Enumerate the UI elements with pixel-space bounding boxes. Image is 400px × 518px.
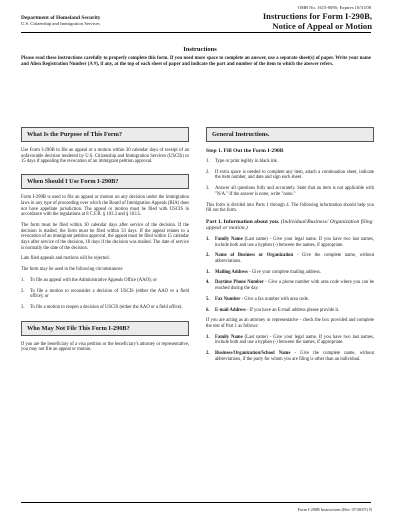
list-item xyxy=(206,170,374,181)
list-item xyxy=(21,305,189,311)
item-text: (Last name) - Give your legal name. If you have two last names, include both and use a hyphen (-) between the names, if appropriate. xyxy=(215,236,374,248)
instructions-heading: Instructions xyxy=(183,46,217,53)
header-rule xyxy=(21,32,371,33)
form-title xyxy=(263,12,372,31)
item-text: - Give a phone number with area code where you can be reached during the day. xyxy=(215,280,374,292)
list-number: 4. xyxy=(206,280,210,286)
item-text: - Give the complete name, without abbreviations, if the party for whom you are filing is other than an individual. xyxy=(215,351,374,362)
purpose-text: Use Form I-290B to file an appeal or a motion within 30 calendar days of receipt of an unfavorable decision rendered by U.S. Citizenship and Immigration Services (USCIS) or 15 days if appealing the revocation of an immigrant petition approval. xyxy=(21,148,189,165)
list-number: 5. xyxy=(206,296,210,302)
when-paragraph-1: Form I-290B is used to file an appeal or motion on any decision under the immigration laws in any type of proceeding over which the Board of Immigration Appeals (BIA) does not have appellate jurisdiction. The appeal or motion must be filed with USCIS in accordance with the regulations at 8 C.F.R. § 103.3 and § 103.5. xyxy=(21,195,189,218)
list-item xyxy=(206,186,374,197)
list-number: 2. xyxy=(206,169,210,175)
list-number: 6. xyxy=(206,307,210,313)
omb-number: OMB No. 1615-0095; Expires 10/31/08 xyxy=(297,5,371,10)
intro-paragraph: Please read these instructions carefully to properly complete this form. If you need more space to complete an answer, use a separate sheet(s) of paper. Write your name and Alien Registration Number (A #), if any, at the top of each sheet of paper and indicate the part and number of the item to which the answer refers. xyxy=(21,56,371,67)
list-number: 1. xyxy=(206,159,210,164)
item-label: Daytime Phone Number xyxy=(215,280,264,286)
list-number: 2. xyxy=(206,253,210,259)
list-number: 2. xyxy=(21,288,25,294)
list-text: Type or print legibly in black ink. xyxy=(215,159,279,164)
part1-subtitle: (Individual/Business/ Organization filing appeal or motion.) xyxy=(206,218,373,232)
step1-heading: Step 1. Fill Out the Form I-290B xyxy=(206,148,284,154)
list-number: 1. xyxy=(206,334,210,340)
part1-label: Part 1. Information about you. xyxy=(206,218,280,225)
list-text: To file a motion to reconsider a decision of USCIS (either the AAO or a field office); or xyxy=(30,288,189,300)
attorney-text: If you are acting as an attorney or representative - check the box provided and complete the rest of Part 1 as follows: xyxy=(206,318,374,329)
when-heading: When Should I Use Form I-290B? xyxy=(21,174,189,189)
list-item xyxy=(206,159,374,165)
who-text: If you are the beneficiary of a visa petition or the beneficiary's attorney or representative, you may not file an appeal or motion. xyxy=(21,341,189,353)
parts-text: This form is divided into Parts 1 through 4. The following information should help you fill out the form. xyxy=(206,202,374,214)
item-label: Family Name xyxy=(215,236,243,242)
list-number: 2. xyxy=(206,351,210,357)
department-name: Department of Homeland Security xyxy=(21,15,101,21)
agency-block xyxy=(21,15,101,27)
item-label: Mailing Address xyxy=(215,269,248,275)
item-label: Family Name xyxy=(215,334,243,340)
form-title-line2: Notice of Appeal or Motion xyxy=(272,20,372,31)
part1-heading xyxy=(206,219,374,232)
list-text: To file an appeal with the Administrative Appeals Office (AAO); or xyxy=(30,277,157,283)
item-text: - Give the complete name, without abbreviations. xyxy=(215,253,374,265)
list-number: 3. xyxy=(206,186,210,192)
footer-rule xyxy=(21,502,371,503)
when-paragraph-2: The form must be filed within 30 calendar days after service of the decision. If the decision is mailed, the form must be filed within 33 days. If the appeal relates to a revocation of an immigrant petition approval, the appeal must be filed within 15 calendar days after service of the decision, 18 days if the decision was mailed. The date of service is normally the date of the decision. xyxy=(21,222,189,251)
item-text: - Give a fax number with area code. xyxy=(240,296,309,302)
list-number: 1. xyxy=(21,277,25,283)
list-text: Answer all questions fully and accurately. State that an item is not applicable with "N/A." If the answer is none, write "none." xyxy=(215,186,374,197)
item-text: - Give your complete mailing address. xyxy=(247,269,321,275)
list-number: 1. xyxy=(206,236,210,242)
general-instructions-heading: General Instructions. xyxy=(206,127,374,142)
item-label: Name of Business or Organization xyxy=(215,253,294,259)
item-label: Business/Organization/School Name xyxy=(215,351,291,357)
list-item xyxy=(206,253,374,264)
list-number: 3. xyxy=(206,269,210,275)
list-text: If extra space is needed to complete any item, attach a continuation sheet, indicate the item number, and date and sign each sheet. xyxy=(215,169,374,181)
footer-text: Form I-290B Instructions (Rev. 07/30/07) N xyxy=(297,507,372,512)
list-item xyxy=(206,280,374,291)
item-label: Fax Number xyxy=(215,296,241,302)
item-text: - If you have an E-mail address please provide it. xyxy=(245,307,340,313)
when-paragraph-4: The form may be used in the following circumstances: xyxy=(21,267,124,273)
list-item xyxy=(206,351,374,362)
left-column xyxy=(21,127,189,358)
who-heading: Who May Not File This Form I-290B? xyxy=(21,321,189,336)
list-item xyxy=(206,335,374,346)
right-column xyxy=(206,127,374,367)
list-item xyxy=(206,237,374,248)
agency-name: U.S. Citizenship and Immigration Services xyxy=(21,21,100,26)
when-paragraph-3: Late filed appeals and motions will be rejected. xyxy=(21,256,110,262)
list-item xyxy=(206,270,374,276)
list-text: To file a motion to reopen a decision of USCIS (either the AAO or a field office). xyxy=(30,304,183,310)
item-label: E-mail Address xyxy=(215,307,246,313)
item-text: (Last name) - Give your legal name. If you have two last names, include both and use a hyphen (-) between the names, if appropriate. xyxy=(215,334,374,346)
list-number: 3. xyxy=(21,304,25,310)
purpose-heading: What Is the Purpose of This Form? xyxy=(21,127,189,142)
list-item xyxy=(21,289,189,300)
list-item xyxy=(206,297,374,303)
list-item xyxy=(21,278,189,284)
list-item xyxy=(206,308,374,314)
form-title-line1: Instructions for Form I-290B, xyxy=(262,11,372,21)
